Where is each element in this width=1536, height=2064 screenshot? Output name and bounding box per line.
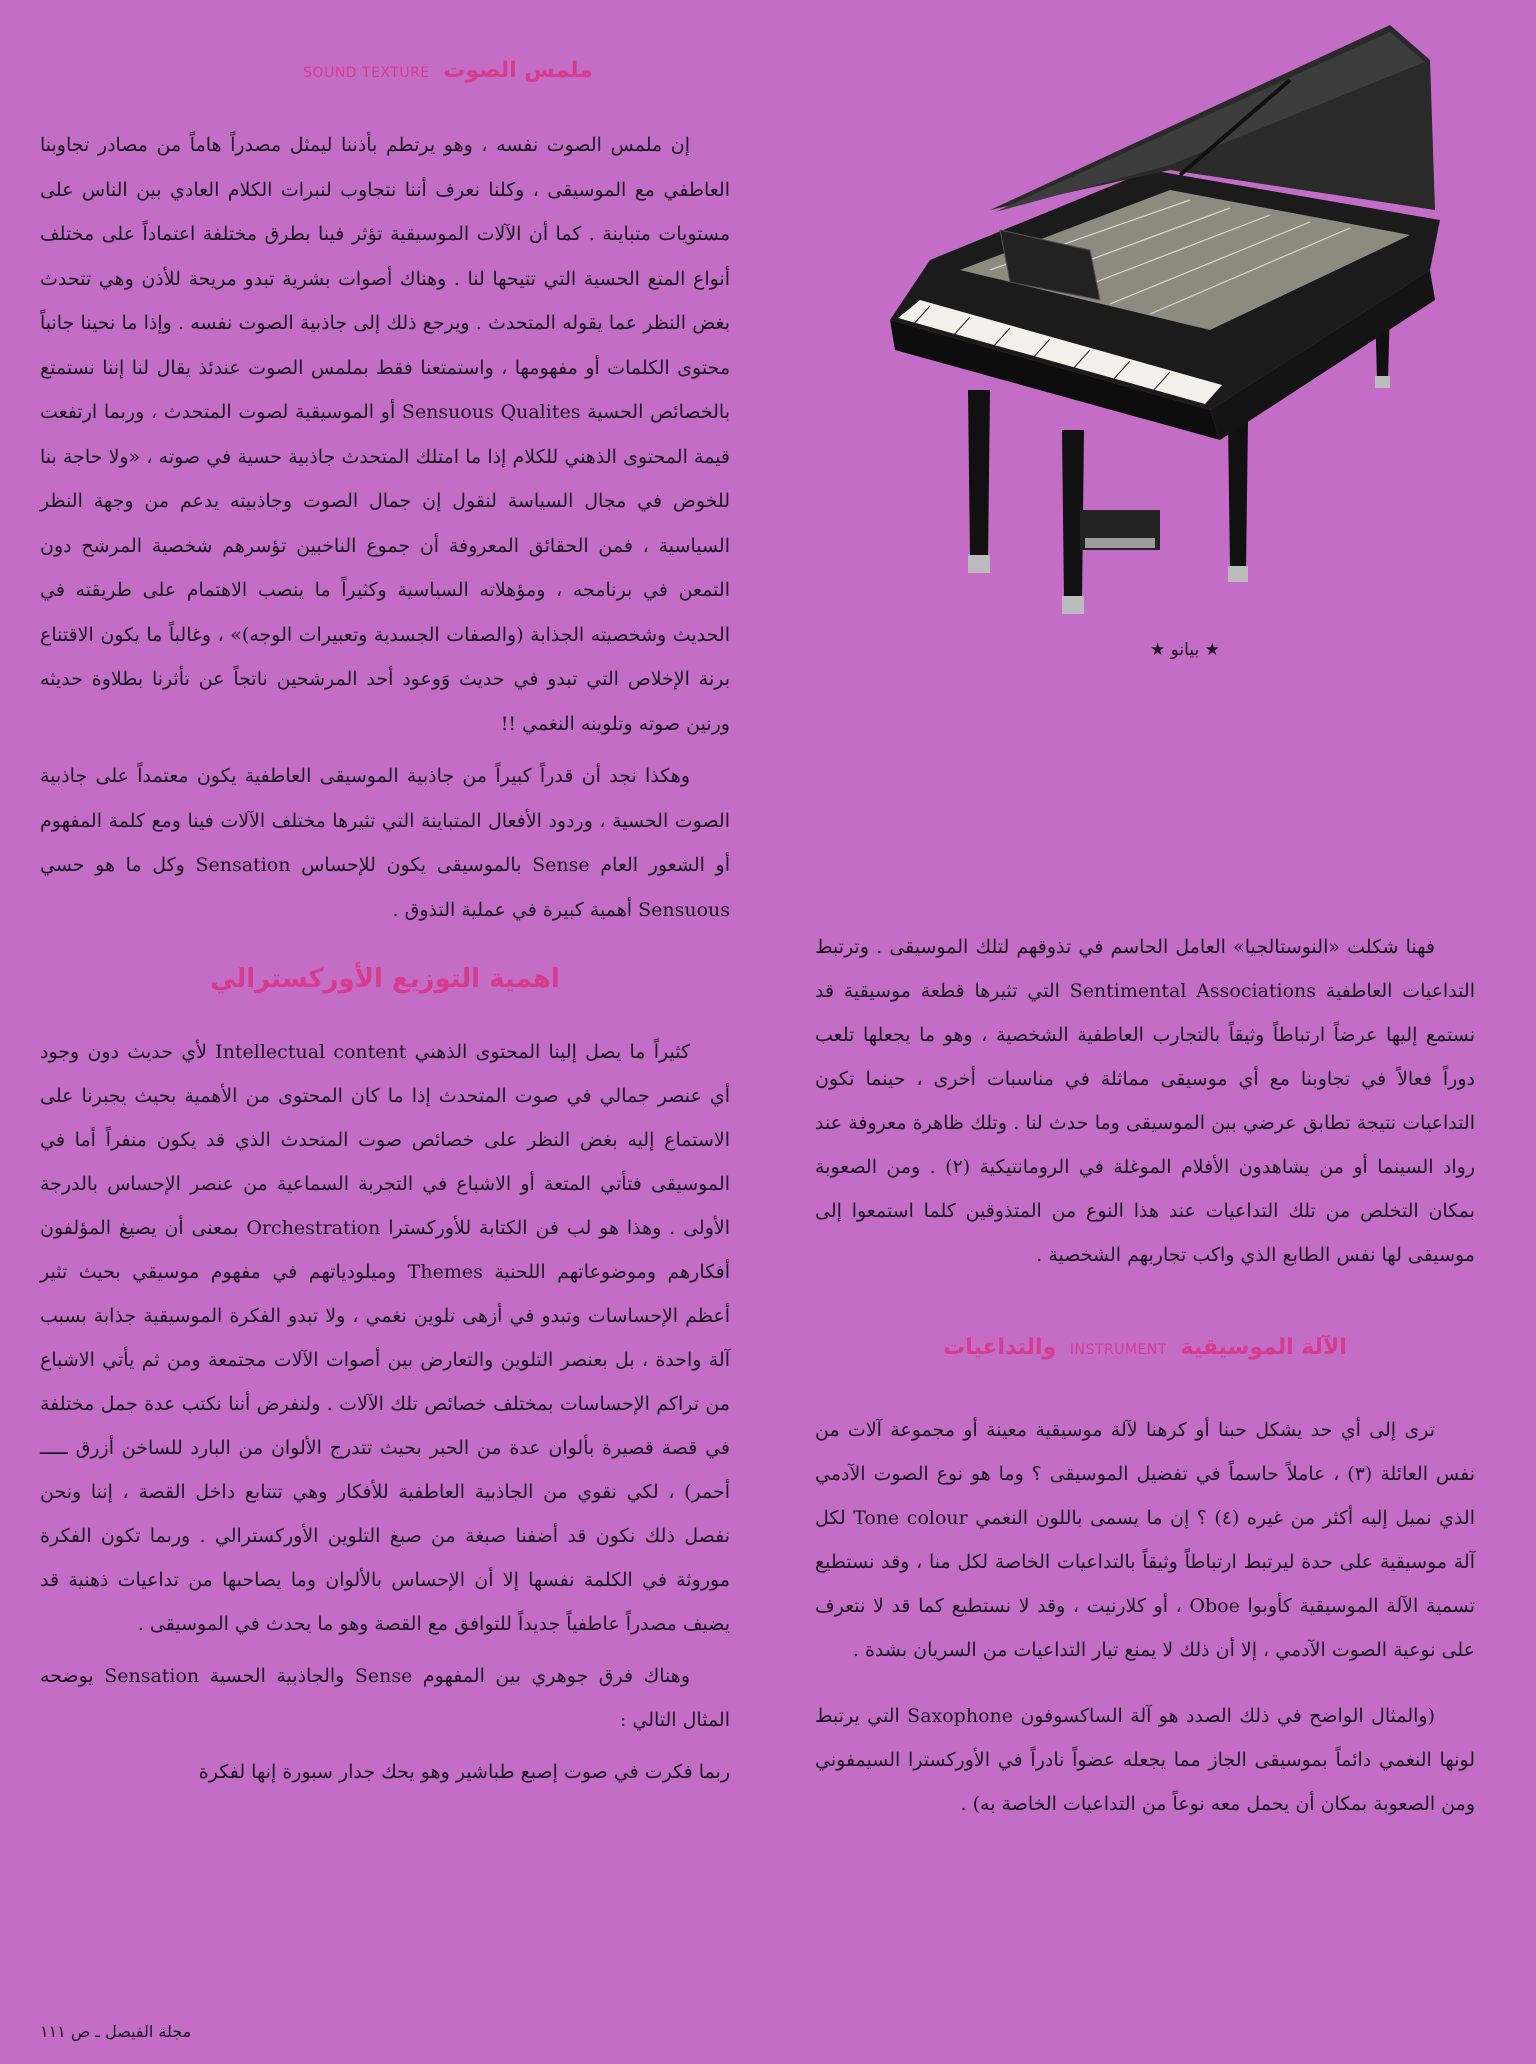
heading-english: SOUND TEXTURE — [303, 65, 430, 81]
piano-caption: ★ بيانو ★ — [1150, 640, 1220, 660]
orchestral-heading: اهمية التوزيع الأوركسترالي — [210, 964, 560, 994]
heading-arabic-1: الآلة الموسيقية — [1180, 1335, 1347, 1360]
piano-icon — [870, 0, 1470, 620]
right-paragraph-2: ترى إلى أي حد يشكل حبنا أو كرهنا لآلة موسيقية معينة أو مجموعة آلات من نفس العائلة (٣) ، عاملاً حاسماً في تفضيل الموسيقى ؟ وما هو نوع الصوت الآدمي الذي نميل إليه أكثر من غيره (٤) ؟ إن ما يسمى باللون النغمي Tone colour لكل آلة موسيقية على حدة ليرتبط ارتباطاً وثيقاً بالتداعيات الخاصة لكل منا ، وقد نستطيع تسمية الآلة الموسيقية كأوبوا Oboe ، أو كلارنيت ، وقد لا نستطيع كما قد لا نتعرف على نوعية الصوت الآدمي ، إلا أن ذلك لا يمنع تيار التداعيات من السريان بشدة . — [815, 1419, 1476, 1661]
left-paragraph-5: ربما فكرت في صوت إصبع طباشير وهو يحك جدار سبورة إنها لفكرة — [198, 1761, 730, 1783]
heading-arabic: ملمس الصوت — [443, 58, 593, 83]
left-paragraph-2: وهكذا نجد أن قدراً كبيراً من جاذبية الموسيقى العاطفية يكون معتمداً على جاذبية الصوت الحسية ، وردود الأفعال المتباينة التي تثيرها مختلف الآلات فينا ومع كلمة المفهوم أو الشعور العام Sense بالموسيقى يكون للإحساس Sensation وكل ما هو حسي Sensuous أهمية كبيرة في عملية التذوق . — [40, 765, 730, 921]
left-paragraph-4: وهناك فرق جوهري بين المفهوم Sense والجاذبية الحسية Sensation يوضحه المثال التالي : — [40, 1665, 730, 1731]
left-paragraph-3: كثيراً ما يصل إلينا المحتوى الذهني Intellectual content لأي حديث دون وجود أي عنصر جمالي في صوت المتحدث إذا ما كان المحتوى من الأهمية بحيث يجبرنا على الاستماع إليه بغض النظر على خصائص صوت المتحدث الذي قد يكون منفراً أما في الموسيقى فتأتي المتعة أو الاشباع في التجربة السماعية من عنصر الإحساس بالدرجة الأولى . وهذا هو لب فن الكتابة للأوركسترا Orchestration بمعنى أن يصيغ المؤلفون أفكارهم وموضوعاتهم اللحنية Themes وميلودياتهم في مفهوم موسيقي بحيث تثير أعظم الإحساسات وتبدو في أزهى تلوين نغمي ، ولا تبدو الفكرة الموسيقية جذابة بسبب آلة واحدة ، بل بعنصر التلوين والتعارض بين أصوات الآلات مجتمعة ومن ثم يأتي الاشباع من تراكم الإحساسات بمختلف خصائص تلك الآلات . ولنفرض أننا نكتب عدة جمل مختلفة في قصة قصيرة بألوان عدة من الحبر بحيث تتدرج الألوان من البارد للساخن أزرق ـــــ أحمر) ، لكي نقوي من الجاذبية العاطفية للأفكار وهي تتتابع داخل القصة ، إننا ونحن نفصل ذلك نكون قد أضفنا صبغة من صبغ التلوين الأوركسترالي . وربما تكون الفكرة موروثة في الكلمة نفسها إلا أن الإحساس بالألوان وما يصاحبها من تداعيات ذهنية قد يضيف مصدراً عاطفياً جديداً للتوافق مع القصة وهو ما يحدث في الموسيقى . — [40, 1041, 731, 1635]
right-paragraph-3: (والمثال الواضح في ذلك الصدد هو آلة الساكسوفون Saxophone التي يرتبط لونها النغمي دائماً بموسيقى الجاز مما يجعله عضواً نادراً في الأوركسترا السيمفوني ومن الصعوبة بمكان أن يحمل معه نوعاً من التداعيات الخاصة به) . — [815, 1705, 1475, 1815]
piano-illustration — [870, 0, 1470, 620]
left-paragraph-1: إن ملمس الصوت نفسه ، وهو يرتطم بأذننا ليمثل مصدراً هاماً من مصادر تجاوبنا العاطفي مع الموسيقى ، وكلنا نعرف أننا نتجاوب لنبرات الكلام العادي بين الناس على مستويات متباينة . كما أن الآلات الموسيقية تؤثر فينا بطرق مختلفة اعتماداً على مختلف أنواع المتع الحسية التي تتيحها لنا . وهناك أصوات بشرية تبدو مريحة للأذن وهي تتحدث بغض النظر عما يقوله المتحدث . ويرجع ذلك إلى جاذبية الصوت نفسه . وإذا ما نحينا جانباً محتوى الكلمات أو مفهومها ، واستمتعنا فقط بملمس الصوت عندئذ يقال لنا إننا نستمتع بالخصائص الحسية Sensuous Qualites أو الموسيقية لصوت المتحدث ، وربما ارتفعت قيمة المحتوى الذهني للكلام إذا ما امتلك المتحدث جاذبية حسية في صوته ، «ولا حاجة بنا للخوض في مجال السياسة لنقول إن جمال الصوت وجاذبيته يدعم من وجهة النظر السياسية ، فمن الحقائق المعروفة أن جموع الناخبين تؤسرهم شخصية المرشح دون التمعن في برنامجه ، ومؤهلاته السياسية وكثيراً ما ينصب الاهتمام على طريقته في الحديث وشخصيته الجذابة (والصفات الجسدية وتعبيرات الوجه)» ، وغالباً ما يكون الاقتناع برنة الإخلاص التي تبدو في حديث وَوعود أحد المرشحين ناتجاً عن تأثرنا بطلاوة حديثه ورنين صوته وتلوينه النغمي !! — [40, 134, 730, 735]
instrument-heading — [815, 1335, 1475, 1360]
right-paragraph-1: فهنا شكلت «النوستالجيا» العامل الحاسم في تذوقهم لتلك الموسيقى . وترتبط التداعيات العاطفية Sentimental Associations التي تثيرها قطعة موسيقية قد نستمع إليها عرضاً ارتباطاً وثيقاً بالتجارب العاطفية الشخصية ، وهو ما يجعلها تلعب دوراً فعالاً في تجاوبنا مع أي موسيقى مماثلة في مناسبات أخرى ، حينما تكون التداعيات نتيجة تطابق عرضي بين الموسيقى وما حدث لنا . وتلك ظاهرة معروفة عند رواد السينما أو من يشاهدون الأفلام الموغلة في الرومانتيكية (٢) . ومن الصعوبة بمكان التخلص من تلك التداعيات عند هذا النوع من المتذوقين كلما استمعوا إلى موسيقى لها نفس الطابع الذي واكب تجاربهم الشخصية . — [815, 936, 1476, 1266]
heading-arabic-2: والتداعيات — [943, 1335, 1057, 1360]
heading-english: INSTRUMENT — [1069, 1342, 1167, 1358]
sound-texture-heading — [160, 58, 730, 83]
right-column — [815, 925, 1475, 1834]
page-footer: مجلة الفيصل ـ ص ١١١ — [40, 2022, 192, 2041]
left-column — [40, 58, 730, 1802]
